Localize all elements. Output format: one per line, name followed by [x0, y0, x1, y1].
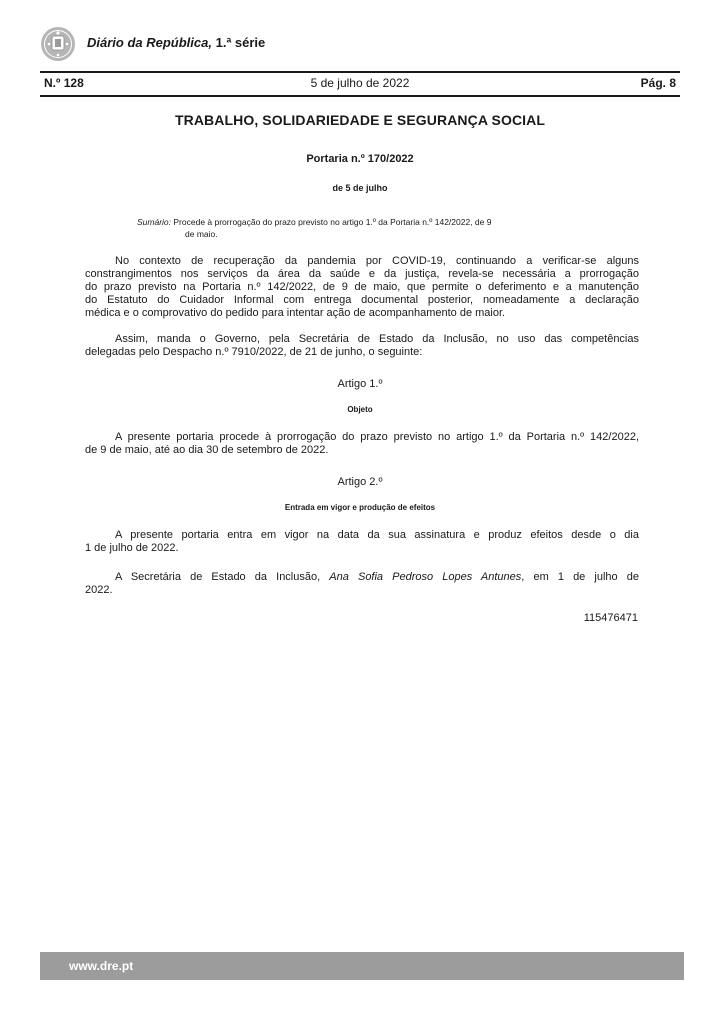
signature-name: Ana Sofia Pedroso Lopes Antunes [329, 571, 522, 583]
preamble-p1-line4: do Estatuto do Cuidador Informal com entrega documental posterior, nomeadamente a declaração [85, 294, 639, 306]
article-1-text [85, 431, 639, 457]
preamble-p2-line1: Assim, manda o Governo, pela Secretária de Estado da Inclusão, no uso das competências [115, 333, 639, 345]
signature-line2: 2022. [85, 584, 113, 596]
issue-meta-row [44, 76, 676, 92]
summary-text-line1: Procede à prorrogação do prazo previsto no artigo 1.º da Portaria n.º 142/2022, de 9 [173, 217, 492, 227]
journal-title [87, 35, 265, 50]
journal-header [40, 26, 680, 62]
footer-bar [40, 952, 684, 980]
footer-url-link[interactable]: www.dre.pt [69, 959, 134, 973]
journal-series: 1.ª série [215, 35, 266, 50]
signature-block [85, 571, 639, 597]
page-number: Pág. 8 [640, 76, 676, 90]
header-top-rule [40, 71, 680, 73]
article-2-line1: A presente portaria entra em vigor na data da sua assinatura e produz efeitos desde o dia [115, 529, 639, 541]
journal-name: Diário da República, [87, 35, 212, 50]
preamble-p1-line2: constrangimentos nos serviços da área da saúde e da justiça, revela-se necessária a prorrogação [85, 268, 639, 280]
signature-suffix: , em 1 de julho de [521, 571, 639, 583]
preamble-paragraph-2 [85, 333, 639, 359]
article-2-subheading: Entrada em vigor e produção de efeitos [284, 503, 436, 512]
article-2-heading: Artigo 2.º [337, 476, 383, 488]
article-1-line1: A presente portaria procede à prorrogação do prazo previsto no artigo 1.º da Portaria n.º 142/2022, [115, 431, 639, 443]
summary [137, 216, 597, 240]
preamble-paragraph-1 [85, 255, 639, 320]
article-1-heading: Artigo 1.º [337, 378, 383, 390]
issue-date: 5 de julho de 2022 [310, 76, 410, 90]
preamble-p1-line1: No contexto de recuperação da pandemia por COVID-19, continuando a verificar-se alguns [115, 255, 639, 267]
summary-label: Sumário: [137, 217, 172, 227]
article-1-line2: de 9 de maio, até ao dia 30 de setembro de 2022. [85, 444, 329, 456]
signature-line1 [85, 571, 639, 584]
portaria-title: Portaria n.º 170/2022 [306, 153, 414, 165]
article-1-subheading: Objeto [347, 405, 373, 414]
portaria-date: de 5 de julho [332, 183, 388, 193]
issue-number: N.º 128 [44, 76, 84, 90]
header-bottom-rule [40, 95, 680, 97]
summary-text-line2: de maio. [185, 229, 218, 239]
article-2-text [85, 529, 639, 555]
republic-emblem-icon [40, 26, 76, 62]
article-2-line2: 1 de julho de 2022. [85, 542, 179, 554]
preamble-p2-line2: delegadas pelo Despacho n.º 7910/2022, de 21 de junho, o seguinte: [85, 346, 423, 358]
preamble-p1-line3: do prazo previsto na Portaria n.º 142/2022, de 9 de maio, que permite o deferimento e a manutenção [85, 281, 639, 293]
ministry-heading: TRABALHO, SOLIDARIEDADE E SEGURANÇA SOCIAL [174, 112, 546, 128]
document-reference-number: 115476471 [583, 612, 638, 624]
signature-prefix: A Secretária de Estado da Inclusão, [115, 571, 321, 583]
preamble-p1-line5: médica e o comprovativo do pedido para intentar ação de acompanhamento de maior. [85, 307, 506, 319]
